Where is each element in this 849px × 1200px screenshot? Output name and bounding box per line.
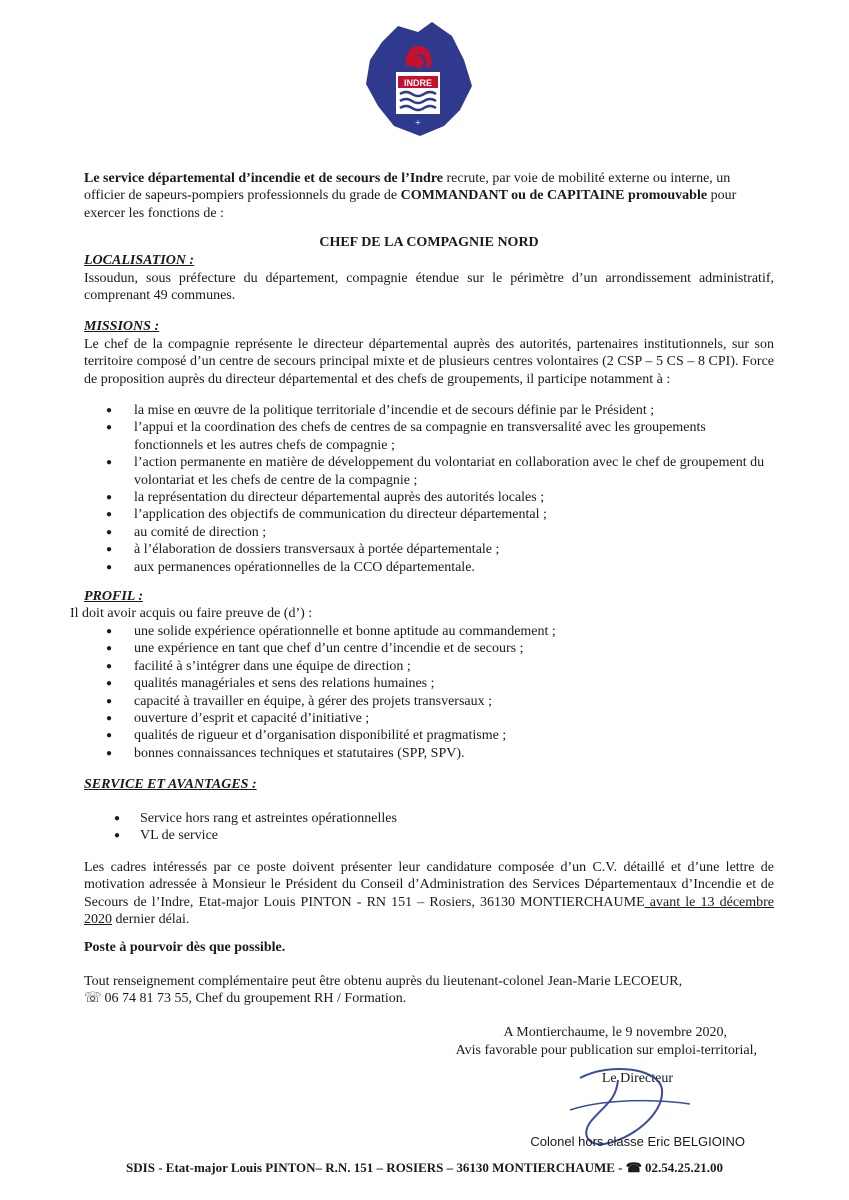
list-item-text: VL de service	[140, 828, 218, 844]
phone-icon: ☏	[84, 991, 102, 1007]
bullet-icon: ●	[106, 422, 113, 434]
list-item	[106, 623, 774, 640]
bullet-icon: ●	[106, 626, 113, 637]
profil-list	[106, 623, 774, 762]
service-heading: SERVICE ET AVANTAGES :	[84, 777, 257, 792]
list-item-text: au comité de direction ;	[134, 524, 267, 540]
list-item	[114, 810, 740, 827]
list-item	[106, 745, 774, 762]
sdis-indre-logo	[360, 14, 475, 139]
missions-heading: MISSIONS :	[84, 319, 160, 334]
service-list	[114, 810, 740, 845]
bullet-icon: ●	[106, 730, 113, 742]
list-item-text: qualités managériales et sens des relations humaines ;	[134, 676, 435, 692]
list-item	[106, 727, 774, 744]
bullet-icon: ●	[106, 492, 113, 504]
list-item-text: bonnes connaissances techniques et statutaires (SPP, SPV).	[134, 745, 465, 761]
list-item-text: une solide expérience opérationnelle et bonne aptitude au commandement ;	[134, 624, 556, 639]
list-item-text: l’application des objectifs de communication du directeur départemental ;	[134, 507, 547, 523]
director-title: Le Directeur	[601, 1071, 673, 1086]
contact-phone: 06 74 81 73 55	[104, 991, 189, 1007]
application-paragraph: Les cadres intéressés par ce poste doivent présenter leur candidature composée d’un C.V. détaillé et d’une lettre de motivation adressée à Monsieur le Président du Conseil d’Administration des Services Départementaux d’Incendie et de Secours de l’Indre, Etat-major Louis PINTON - RN 151 – Rosiers, 36130 MONTIERCHAUME avant le 13 décembre 2020 dernier délai.	[84, 860, 775, 928]
bullet-icon: ●	[106, 526, 113, 538]
bullet-icon: ●	[106, 713, 113, 725]
bullet-icon: ●	[106, 678, 113, 690]
list-item-text: facilité à s’intégrer dans une équipe de direction ;	[134, 658, 411, 674]
list-item-text: capacité à travailler en équipe, à gérer des projets transversaux ;	[134, 693, 492, 709]
list-item	[106, 419, 774, 454]
list-item	[106, 489, 774, 506]
list-item	[114, 827, 740, 844]
bullet-icon: ●	[106, 544, 113, 556]
list-item	[106, 640, 774, 657]
list-item	[106, 710, 774, 727]
list-item-text: aux permanences opérationnelles de la CCO départementale.	[134, 559, 475, 575]
bullet-icon: ●	[114, 830, 121, 842]
bullet-icon: ●	[106, 747, 113, 759]
list-item	[106, 675, 774, 692]
profil-intro: Il doit avoir acquis ou faire preuve de (d’) :	[70, 606, 313, 621]
list-item	[106, 658, 774, 675]
localisation-text: Issoudun, sous préfecture du département, compagnie étendue sur le périmètre d’un arrondissement administratif, comprenant 49 communes.	[84, 271, 774, 304]
footer-phone: 02.54.25.21.00	[644, 1160, 723, 1175]
list-item-text: à l’élaboration de dossiers transversaux à portée départementale ;	[134, 542, 500, 558]
list-item-text: l’appui et la coordination des chefs de centres de sa compagnie en transversalité avec les groupements fonctionnels et les autres chefs de compagnie ;	[134, 420, 706, 453]
list-item-text: la représentation du directeur départemental auprès des autorités locales ;	[134, 490, 545, 506]
list-item-text: ouverture d’esprit et capacité d’initiative ;	[134, 711, 370, 727]
director-name: Colonel hors classe Eric BELGIOINO	[530, 1134, 745, 1149]
list-item-text: qualités de rigueur et d’organisation disponibilité et pragmatisme ;	[134, 728, 507, 744]
availability-text: Poste à pourvoir dès que possible.	[84, 940, 286, 955]
bullet-icon: ●	[106, 457, 113, 469]
bullet-icon: ●	[106, 660, 113, 672]
list-item	[106, 693, 774, 710]
avis-text: Avis favorable pour publication sur emploi-territorial,	[455, 1043, 757, 1058]
list-item	[106, 402, 774, 419]
cross-icon: +	[415, 118, 421, 129]
bullet-icon: ●	[106, 561, 113, 573]
job-title: CHEF DE LA COMPAGNIE NORD	[319, 235, 539, 250]
deadline-text: avant le 13 décembre 2020	[84, 894, 775, 928]
footer: SDIS - Etat-major Louis PINTON– R.N. 151 – ROSIERS – 36130 MONTIERCHAUME - ☎ 02.54.25.21.00	[126, 1160, 723, 1175]
missions-list	[106, 402, 774, 576]
bullet-icon: ●	[106, 509, 113, 521]
list-item-text: l’action permanente en matière de développement du volontariat en collaboration avec le chef de groupement du volontariat et les chefs de centre de la compagnie ;	[134, 455, 765, 488]
list-item-text: une expérience en tant que chef d’un centre d’incendie et de secours ;	[134, 641, 524, 657]
list-item-text: la mise en œuvre de la politique territoriale d’incendie et de secours définie par le Président ;	[134, 403, 655, 418]
organization-name: Le service départemental d’incendie et de secours de l’Indre	[84, 171, 444, 186]
phone-icon: ☎	[625, 1160, 642, 1175]
list-item	[106, 524, 774, 541]
place-date: A Montierchaume, le 9 novembre 2020,	[503, 1025, 727, 1040]
bullet-icon: ●	[106, 405, 113, 416]
list-item-text: Service hors rang et astreintes opérationnelles	[140, 811, 397, 826]
profil-heading: PROFIL :	[84, 589, 143, 604]
bullet-icon: ●	[106, 695, 113, 707]
grade-text: COMMANDANT ou de CAPITAINE promouvable	[400, 188, 708, 204]
missions-text: Le chef de la compagnie représente le directeur départemental auprès des autorités, partenaires institutionnels, sur son territoire composé d’un centre de secours principal mixte et de plusieurs centres volontaires (2 CSP – 5 CS – 8 CPI). Force de proposition auprès du directeur départemental et des chefs de groupements, il participe notamment à :	[84, 337, 774, 387]
bullet-icon: ●	[106, 643, 113, 655]
list-item	[106, 454, 774, 489]
intro-paragraph: Le service départemental d’incendie et de secours de l’Indre recrute, par voie de mobilité externe ou interne, un officier de sapeurs-pompiers professionnels du grade de COMMANDANT ou de CAPITAINE promouvable pour exercer les fonctions de :	[84, 171, 737, 221]
localisation-heading: LOCALISATION :	[84, 253, 195, 268]
list-item	[106, 506, 774, 523]
list-item	[106, 559, 774, 576]
logo-text: INDRE	[403, 78, 433, 88]
contact-paragraph: Tout renseignement complémentaire peut être obtenu auprès du lieutenant-colonel Jean-Marie LECOEUR, ☏ 06 74 81 73 55, Chef du groupement RH / Formation.	[84, 974, 683, 1007]
list-item	[106, 541, 774, 558]
bullet-icon: ●	[114, 813, 121, 824]
